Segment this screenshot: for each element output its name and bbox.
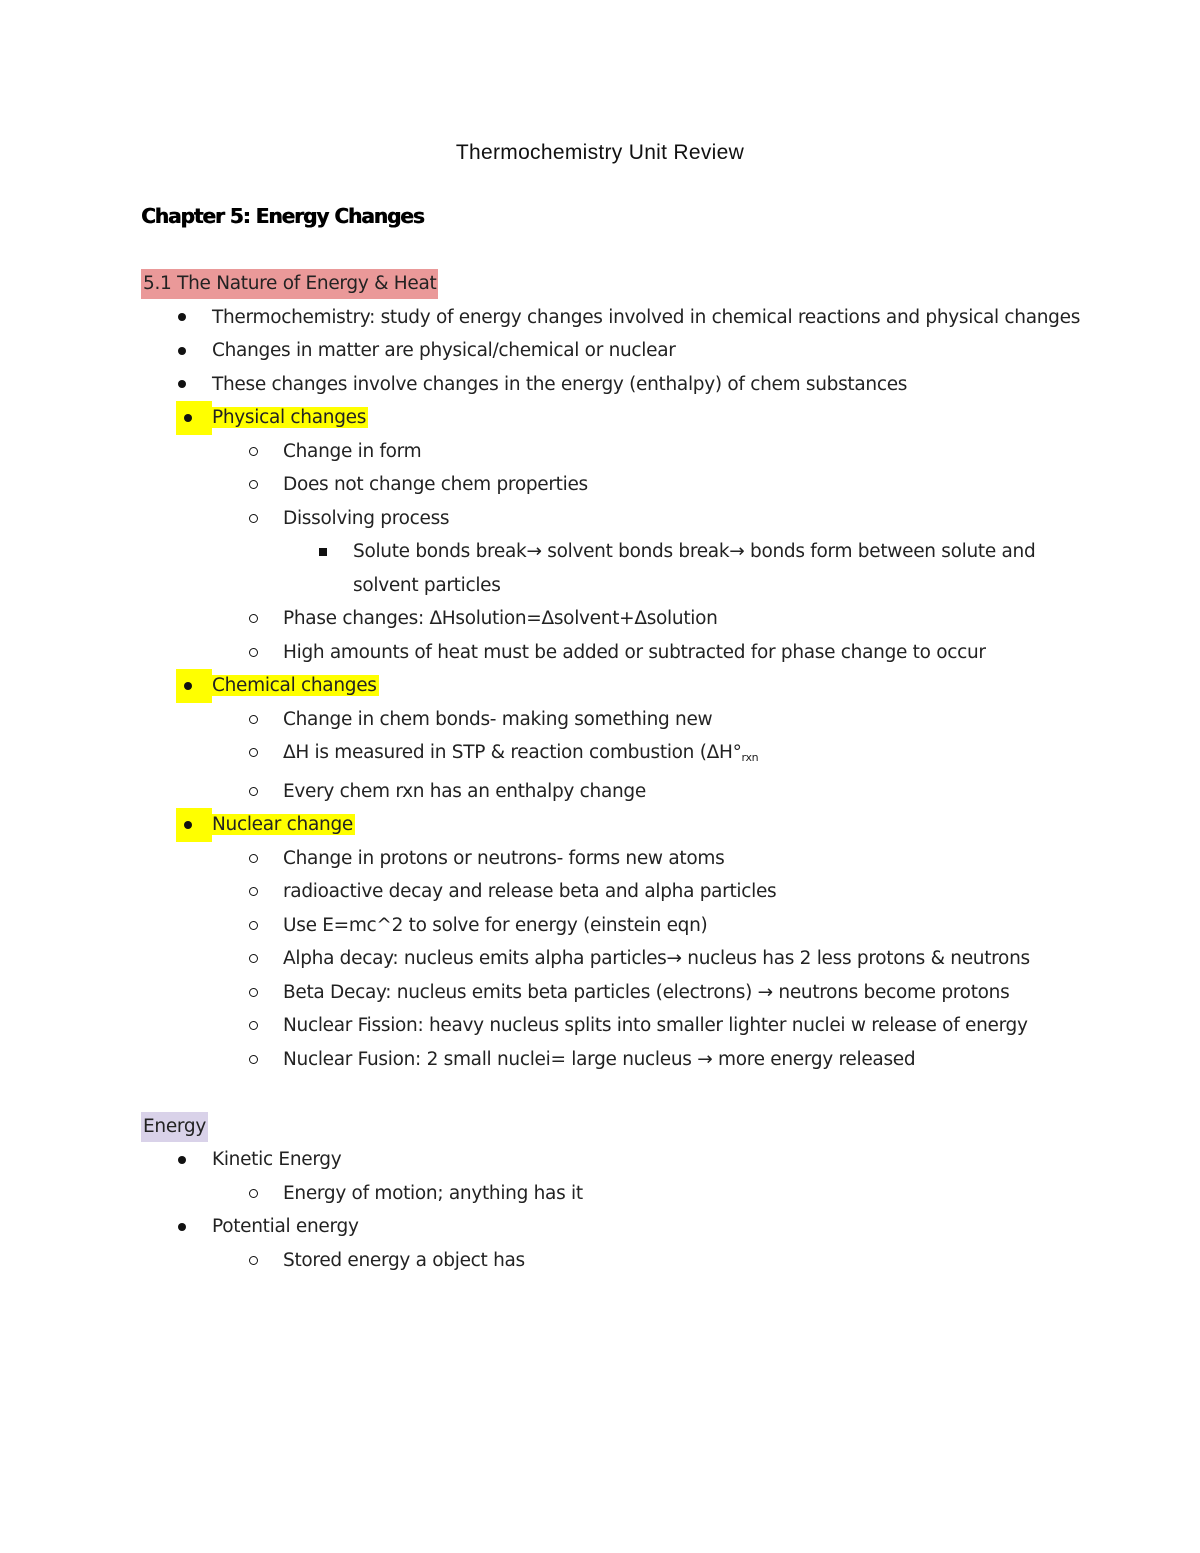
bullet-circle-icon [247, 636, 259, 670]
bullet-circle-icon [247, 1244, 259, 1278]
bullet-dot-icon [176, 669, 212, 703]
list-item: Alpha decay: nucleus emits alpha particles→ nucleus has 2 less protons & neutrons [141, 942, 1081, 976]
list-item: High amounts of heat must be added or subtracted for phase change to occur [141, 636, 1081, 670]
bullet-dot-icon [176, 301, 188, 335]
section-heading-5-1: 5.1 The Nature of Energy & Heat [141, 269, 438, 299]
list-item: Does not change chem properties [141, 468, 1081, 502]
chemical-changes-label: Chemical changes [212, 675, 377, 696]
list-item: Kinetic Energy [141, 1143, 1081, 1177]
section-heading-energy: Energy [141, 1112, 208, 1142]
bullet-circle-icon [247, 976, 259, 1010]
bullet-circle-icon [247, 842, 259, 876]
bullet-circle-icon [247, 468, 259, 502]
list-item: Changes in matter are physical/chemical or nuclear [141, 334, 1081, 368]
list-item: These changes involve changes in the energy (enthalpy) of chem substances [141, 368, 1081, 402]
bullet-circle-icon [247, 502, 259, 536]
bullet-circle-icon [247, 909, 259, 943]
section-heading-row [141, 267, 1081, 301]
physical-changes-label: Physical changes [212, 407, 367, 428]
list-item: Change in form [141, 435, 1081, 469]
list-item: ΔH is measured in STP & reaction combustion ($\Delta H^\circ_{rxn}$ [141, 736, 1081, 775]
bullet-circle-icon [247, 1009, 259, 1043]
list-item: radioactive decay and release beta and alpha particles [141, 875, 1081, 909]
list-item-nuclear-change [141, 808, 1081, 842]
document-body [141, 267, 1081, 1277]
list-item: Dissolving process [141, 502, 1081, 536]
bullet-dot-icon [176, 808, 212, 842]
subscript-rxn: rxn [741, 751, 759, 764]
list-item: Solute bonds break→ solvent bonds break→ bonds form between solute and solvent particles [141, 535, 1081, 602]
list-item: Thermochemistry: study of energy changes involved in chemical reactions and physical changes [141, 301, 1081, 335]
list-item: Potential energy [141, 1210, 1081, 1244]
list-item: Phase changes: ΔHsolution=Δsolvent+Δsolution [141, 602, 1081, 636]
list-item: Every chem rxn has an enthalpy change [141, 775, 1081, 809]
bullet-square-icon [317, 535, 329, 569]
bullet-circle-icon [247, 703, 259, 737]
list-item: Use E=mc^2 to solve for energy (einstein eqn) [141, 909, 1081, 943]
energy-list [141, 1143, 1081, 1277]
nuclear-change-label: Nuclear change [212, 814, 353, 835]
list-item: Beta Decay: nucleus emits beta particles (electrons) → neutrons become protons [141, 976, 1081, 1010]
bullet-dot-icon [176, 401, 212, 435]
list-item: Change in protons or neutrons- forms new atoms [141, 842, 1081, 876]
bullet-circle-icon [247, 1177, 259, 1211]
bullet-circle-icon [247, 775, 259, 809]
bullet-dot-icon [176, 1210, 188, 1244]
bullet-dot-icon [176, 334, 188, 368]
list-item: Nuclear Fusion: 2 small nuclei= large nucleus → more energy released [141, 1043, 1081, 1077]
section-5-1-list [141, 301, 1081, 1077]
spacer [141, 1076, 1081, 1110]
list-item: Change in chem bonds- making something new [141, 703, 1081, 737]
bullet-circle-icon [247, 1043, 259, 1077]
bullet-dot-icon [176, 368, 188, 402]
bullet-circle-icon [247, 435, 259, 469]
section-heading-row [141, 1110, 1081, 1144]
list-item: Stored energy a object has [141, 1244, 1081, 1278]
chapter-heading: Chapter 5: Energy Changes [141, 204, 424, 228]
bullet-circle-icon [247, 942, 259, 976]
bullet-dot-icon [176, 1143, 188, 1177]
page-title: Thermochemistry Unit Review [455, 141, 745, 164]
list-item: Energy of motion; anything has it [141, 1177, 1081, 1211]
list-item-physical-changes [141, 401, 1081, 435]
bullet-circle-icon [247, 736, 259, 770]
list-item-chemical-changes [141, 669, 1081, 703]
bullet-circle-icon [247, 875, 259, 909]
list-item: Nuclear Fission: heavy nucleus splits into smaller lighter nuclei w release of energy [141, 1009, 1081, 1043]
bullet-circle-icon [247, 602, 259, 636]
